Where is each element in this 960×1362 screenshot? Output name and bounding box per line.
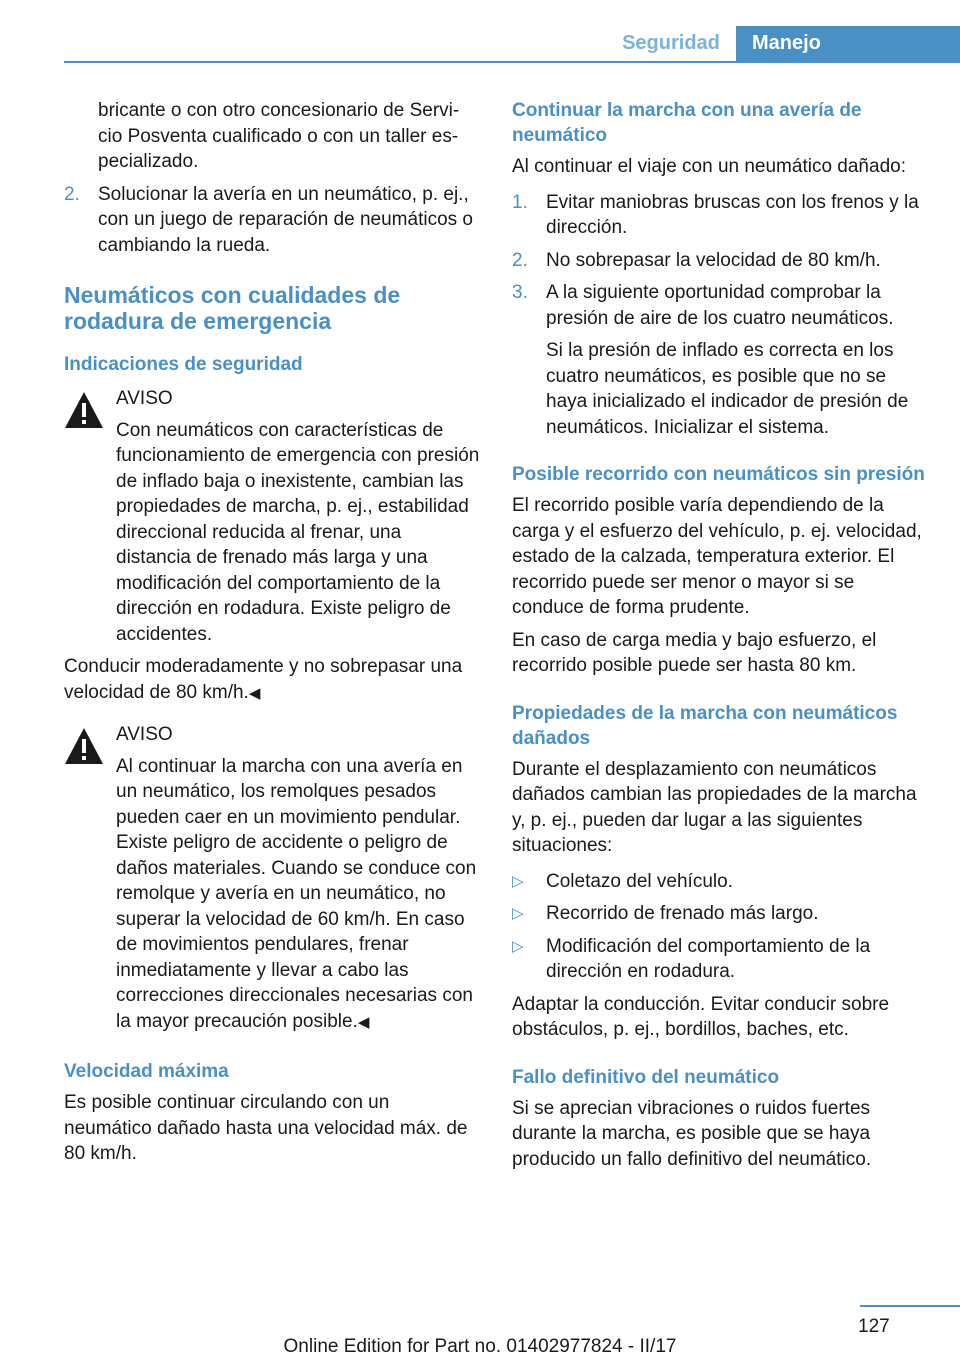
max-speed-text: Es posible continuar circulando con un neumático dañado hasta una velocidad máx. de 80 km/h. bbox=[64, 1092, 468, 1164]
list-number: 1. bbox=[512, 191, 528, 213]
properties-text: Durante el desplazamiento con neumáticos dañados cambian las propiedades de la marcha y, p. ej., pueden dar lugar a las siguientes situaciones: bbox=[512, 758, 917, 856]
list-item bbox=[512, 934, 928, 985]
warning-triangle-icon bbox=[64, 727, 104, 765]
list-text: Recorrido de frenado más largo. bbox=[546, 903, 819, 924]
header-rule bbox=[64, 61, 960, 63]
list-text: Evitar maniobras bruscas con los frenos y la dirección. bbox=[546, 191, 919, 238]
warning-text: Con neumáticos con características de funcionamiento de emergencia con presión de inflado baja o inexistente, cambian las propiedades de marcha, p. ej., estabilidad direccional reducida al frenar, una distancia de frenado más larga y una modificación del comportamiento de la dirección en rodadura. Existe peligro de accidentes. bbox=[116, 419, 480, 645]
warning-title: AVISO bbox=[116, 724, 173, 745]
end-marker: ◀ bbox=[357, 1013, 370, 1031]
list-item bbox=[512, 869, 928, 895]
heading-continue-driving: Continuar la marcha con una avería de neumático bbox=[512, 100, 862, 146]
bullet-triangle-icon: ▷ bbox=[512, 937, 524, 955]
warning-text: Al continuar la marcha con una avería en un neumático, los remolques pesados pueden caer en un movimiento pendular. Existe peligro de accidente o peligro de daños materiales. Cuando se conduce con remolque y avería en un neumático, no superar la velocidad de 60 km/h. En caso de movimientos pendulares, frenar inmediatamente y llevar a cabo las correcciones direccionales necesarias con la mayor precaución posible.◀ bbox=[116, 755, 477, 1032]
step-note: Si la presión de inflado es correcta en los cuatro neumáticos, es posible que no se haya inicializado el indicador de presión de neumáticos. Inicializar el sistema. bbox=[546, 340, 909, 438]
list-number: 2. bbox=[64, 183, 80, 205]
warning-title: AVISO bbox=[116, 388, 173, 409]
warning-instruction: Conducir moderadamente y no sobrepasar una velocidad de 80 km/h.◀ bbox=[64, 656, 463, 703]
heading-driving-properties: Propiedades de la marcha con neumáticos dañados bbox=[512, 702, 898, 749]
tab-seguridad[interactable]: Seguridad bbox=[622, 32, 720, 54]
adapt-text: Adaptar la conducción. Evitar conducir sobre obstáculos, p. ej., bordillos, baches, etc. bbox=[512, 993, 890, 1040]
list-text: Modificación del comportamiento de la dirección en rodadura. bbox=[546, 935, 871, 982]
distance-text: En caso de carga media y bajo esfuerzo, el recorrido posible puede ser hasta 80 km. bbox=[512, 629, 877, 676]
list-text: No sobrepasar la velocidad de 80 km/h. bbox=[546, 249, 881, 271]
list-item bbox=[512, 248, 928, 274]
list-number: 2. bbox=[512, 249, 528, 271]
heading-max-speed: Velocidad máxima bbox=[64, 1061, 229, 1082]
bullet-triangle-icon: ▷ bbox=[512, 872, 524, 890]
failure-text: Si se aprecian vibraciones o ruidos fuertes durante la marcha, es posible que se haya producido un fallo definitivo del neumático. bbox=[512, 1097, 872, 1170]
footer-rule bbox=[860, 1305, 960, 1307]
list-item bbox=[512, 901, 928, 927]
list-text: A la siguiente oportunidad comprobar la presión de aire de los cuatro neumáticos. bbox=[546, 282, 894, 329]
continue-intro: Al continuar el viaje con un neumático dañado: bbox=[512, 156, 906, 177]
heading-safety-notes: Indicaciones de seguridad bbox=[64, 354, 303, 375]
warning-box bbox=[64, 386, 480, 706]
edition-note: Online Edition for Part no. 01402977824 - II/17 bbox=[283, 1336, 677, 1357]
list-number: 3. bbox=[512, 282, 528, 303]
list-item bbox=[512, 280, 928, 331]
right-column bbox=[512, 98, 928, 1179]
heading-tire-failure: Fallo definitivo del neumático bbox=[512, 1066, 780, 1088]
heading-flat-distance: Posible recorrido con neumáticos sin presión bbox=[512, 464, 925, 485]
warning-box bbox=[64, 722, 480, 1035]
end-marker: ◀ bbox=[248, 684, 261, 702]
bullet-triangle-icon: ▷ bbox=[512, 905, 524, 922]
warning-triangle-icon bbox=[64, 391, 104, 429]
page-number: 127 bbox=[858, 1316, 890, 1337]
heading-runflat-tires: Neumáticos con cualidades de rodadura de emergencia bbox=[64, 282, 401, 334]
list-item bbox=[64, 182, 480, 259]
tab-manejo[interactable]: Manejo bbox=[736, 26, 960, 63]
list-text: Coletazo del vehículo. bbox=[546, 870, 733, 892]
distance-text: El recorrido posible varía dependiendo de la carga y el esfuerzo del vehículo, p. ej. velocidad, estado de la calzada, temperatura exterior. El recorrido puede ser menor o mayor si se conduce de forma prudente. bbox=[512, 495, 922, 618]
continued-item-text: bricante o con otro concesionario de Servi- cio Posventa cualificado o con un taller es- pecializado. bbox=[98, 100, 460, 172]
list-item bbox=[512, 190, 928, 241]
list-text: Solucionar la avería en un neumático, p. ej., con un juego de reparación de neumáticos o cambiando la rueda. bbox=[98, 183, 473, 256]
left-column bbox=[64, 98, 480, 1174]
